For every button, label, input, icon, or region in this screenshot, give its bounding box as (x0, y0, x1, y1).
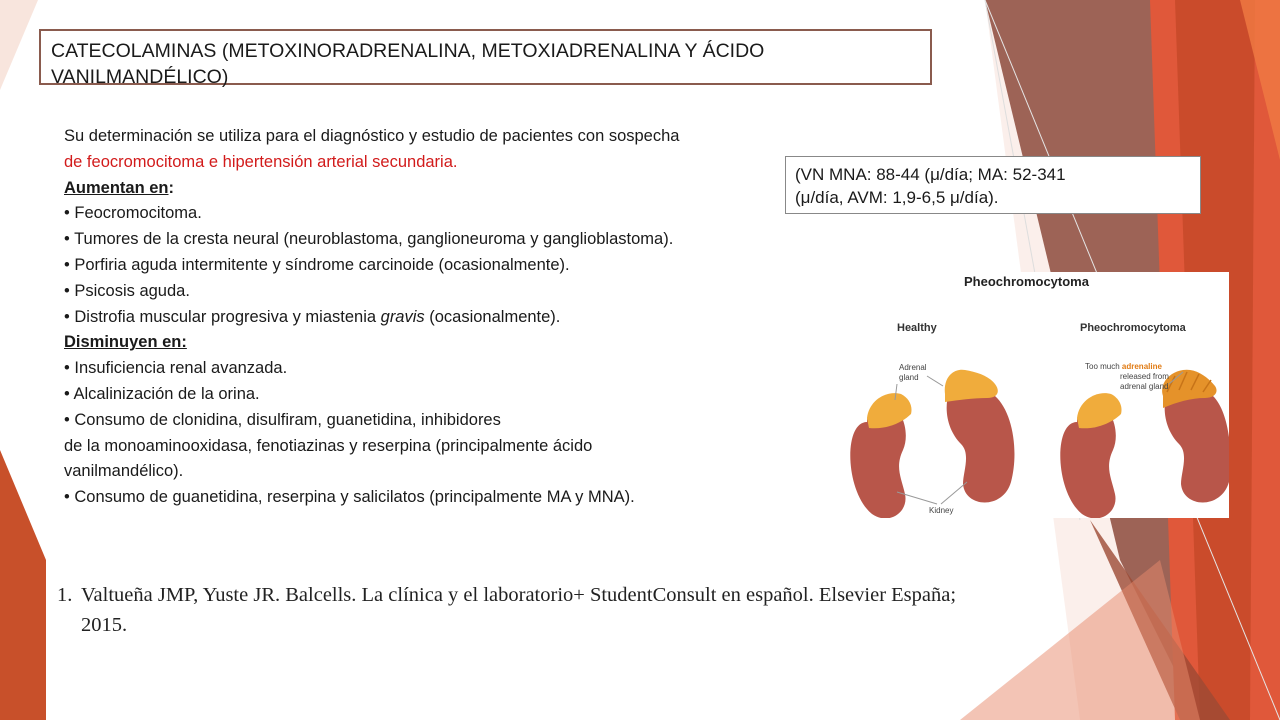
increase-heading (64, 176, 864, 202)
increase-item: • Porfiria aguda intermitente y síndrome carcinoide (ocasionalmente). (64, 255, 570, 274)
adrenal-label-line-1: Adrenal (899, 363, 927, 372)
increase-item: • Tumores de la cresta neural (neuroblastoma, ganglioneuroma y ganglioblastoma). (64, 230, 674, 249)
title-line-1: CATECOLAMINAS (METOXINORADRENALINA, METOXIADRENALINA Y ÁCIDO (51, 40, 765, 62)
increase-item-last-italic: gravis (380, 307, 425, 326)
adrenal-pointer (927, 376, 943, 386)
reference-values-line-1: (VN MNA: 88-44 (μ/día; MA: 52-341 (795, 165, 1066, 184)
decrease-item: • Alcalinización de la orina. (64, 384, 260, 403)
decrease-item: vanilmandélico). (64, 462, 184, 481)
pheo-left-kidney (1060, 393, 1121, 518)
kidney-label: Kidney (929, 506, 954, 515)
decrease-item: • Consumo de clonidina, disulfiram, guanetidina, inhibidores (64, 410, 501, 429)
too-much-line-1 (1085, 362, 1162, 371)
increase-heading-colon: : (168, 178, 175, 197)
pheo-right-kidney (1162, 370, 1229, 503)
reference-number: 1. (57, 584, 73, 606)
increase-item: • Feocromocitoma. (64, 204, 202, 223)
decrease-heading: Disminuyen en: (64, 333, 187, 352)
reference-values-box (785, 156, 1201, 214)
reference-citation (57, 580, 1157, 640)
figure-title: Pheochromocytoma (964, 274, 1089, 289)
title-line-2: VANILMANDÉLICO) (51, 66, 229, 88)
reference-line-2: 2015. (81, 614, 128, 636)
increase-item-last-prefix: • Distrofia muscular progresiva y miastenia (64, 307, 381, 326)
healthy-left-kidney (850, 393, 911, 518)
too-much-line-3: adrenal gland (1120, 382, 1169, 391)
decrease-item: • Consumo de guanetidina, reserpina y salicilatos (principalmente MA y MNA). (64, 488, 635, 507)
kidney-pointer (941, 482, 967, 504)
pheochromocytoma-illustration (837, 272, 1229, 518)
reference-line-1: Valtueña JMP, Yuste JR. Balcells. La clínica y el laboratorio+ StudentConsult en español. Elsevier España; (81, 584, 957, 606)
increase-heading-text: Aumentan en (64, 178, 169, 197)
intro-line-1: Su determinación se utiliza para el diagnóstico y estudio de pacientes con sospecha (64, 127, 680, 145)
content-body (64, 124, 864, 511)
increase-item-last-suffix: (ocasionalmente). (424, 307, 561, 326)
healthy-label: Healthy (897, 322, 937, 334)
adrenaline-highlight: adrenaline (1121, 362, 1162, 371)
title-box (39, 29, 932, 88)
adrenal-label-line-2: gland (899, 373, 919, 382)
decrease-item: • Insuficiencia renal avanzada. (64, 359, 288, 378)
too-much-prefix: Too much (1085, 362, 1122, 371)
intro-line-2: de feocromocitoma e hipertensión arterial secundaria. (64, 152, 458, 171)
too-much-line-2: released from (1120, 372, 1169, 381)
decrease-item: de la monoaminooxidasa, fenotiazinas y reserpina (principalmente ácido (64, 436, 593, 455)
kidney-diagram (837, 272, 1229, 518)
reference-values-line-2: (μ/día, AVM: 1,9-6,5 μ/día). (795, 188, 999, 207)
pheo-label: Pheochromocytoma (1080, 322, 1186, 334)
healthy-right-kidney (945, 370, 1015, 503)
increase-item: • Psicosis aguda. (64, 281, 190, 300)
increase-item-last (64, 305, 864, 331)
